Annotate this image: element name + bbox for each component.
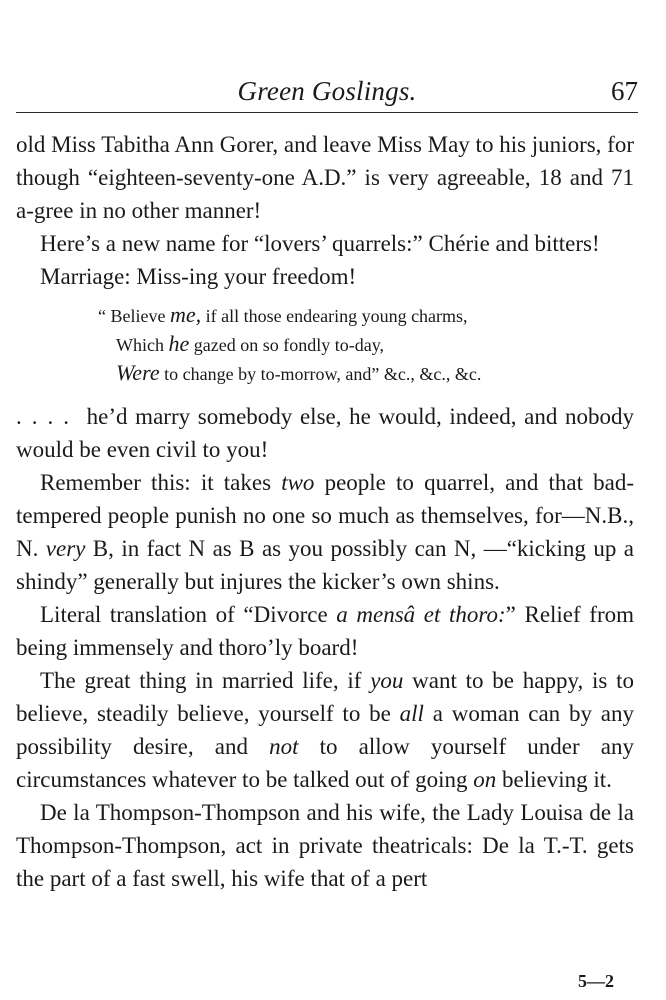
poem-quote <box>16 301 634 388</box>
paragraph-4 <box>16 400 634 466</box>
paragraph-7-part-b: want to be happy, is to believe, steadily believe, yourself to be <box>16 668 634 726</box>
paragraph-4-text: he’d marry somebody else, he would, indeed, and nobody would be even civil to you! <box>16 404 634 462</box>
poem-line-3-emphasis: Were <box>116 360 160 385</box>
paragraph-7-part-d: to allow yourself under any circumstances whatever to be talked out of going <box>16 734 635 792</box>
paragraph-6 <box>16 598 634 664</box>
paragraph-5-emphasis-1: two <box>281 470 315 495</box>
paragraph-5-part-c: B, in fact N as B as you possibly can N, —“kicking up a shindy” generally but injures the kicker’s own shins. <box>16 536 634 594</box>
paragraph-7-emphasis-3: not <box>269 734 299 759</box>
poem-line-2-start: Which <box>116 335 169 355</box>
poem-line-1-end: if all those endearing young charms, <box>201 306 468 326</box>
paragraph-2: Here’s a new name for “lovers’ quarrels:” Chérie and bitters! <box>40 231 600 256</box>
paragraph-7 <box>16 664 634 796</box>
paragraph-7-emphasis-1: you <box>370 668 404 693</box>
page-header <box>16 76 638 113</box>
paragraph-6-part-b: ” Relief from being immensely and thoro’ly board! <box>16 602 634 660</box>
poem-line-1-emphasis: me, <box>169 302 202 327</box>
paragraph-6-emphasis: a mensâ et thoro: <box>336 602 506 627</box>
paragraph-6-part-a: Literal translation of “Divorce <box>40 602 337 627</box>
ellipsis-dots: .... <box>16 404 79 429</box>
poem-line-1 <box>98 301 634 330</box>
page-body <box>16 128 634 895</box>
paragraph-7-part-c: a woman can by any possibility desire, and <box>16 701 634 759</box>
paragraph-7-part-a: The great thing in married life, if <box>40 668 371 693</box>
paragraph-7-part-e: believing it. <box>496 767 612 792</box>
paragraph-5 <box>16 466 634 598</box>
running-head: Green Goslings. <box>237 76 417 106</box>
paragraph-5-emphasis-2: very <box>45 536 86 561</box>
printer-signature: 5—2 <box>578 971 614 991</box>
poem-line-2-end: gazed on so fondly to-day, <box>189 335 385 355</box>
paragraph-7-emphasis-2: all <box>399 701 424 726</box>
poem-line-2 <box>98 330 634 359</box>
paragraph-1: old Miss Tabitha Ann Gorer, and leave Miss May to his juniors, for though “eighteen-seventy-one A.D.” is very agreeable, 18 and 71 a-gree in no other manner! <box>16 132 634 223</box>
paragraph-7-emphasis-4: on <box>473 767 497 792</box>
paragraph-8: De la Thompson-Thompson and his wife, the Lady Louisa de la Thompson-Thompson, act in private theatricals: De la T.-T. gets the part of a fast swell, his wife that of a pert <box>16 800 634 891</box>
page-number: 67 <box>611 76 638 106</box>
poem-line-1-start: “ Believe <box>98 306 170 326</box>
poem-line-2-emphasis: he <box>168 331 190 356</box>
paragraph-5-part-b: people to quarrel, and that bad-tempered people punish no one so much as themselves, for—N.B., N. <box>16 470 634 561</box>
paragraph-3: Marriage: Miss-ing your freedom! <box>40 264 357 289</box>
paragraph-5-part-a: Remember this: it takes <box>40 470 282 495</box>
poem-line-3-end: to change by to-morrow, and” &c., &c., &c. <box>159 364 482 384</box>
poem-line-3 <box>98 359 634 388</box>
